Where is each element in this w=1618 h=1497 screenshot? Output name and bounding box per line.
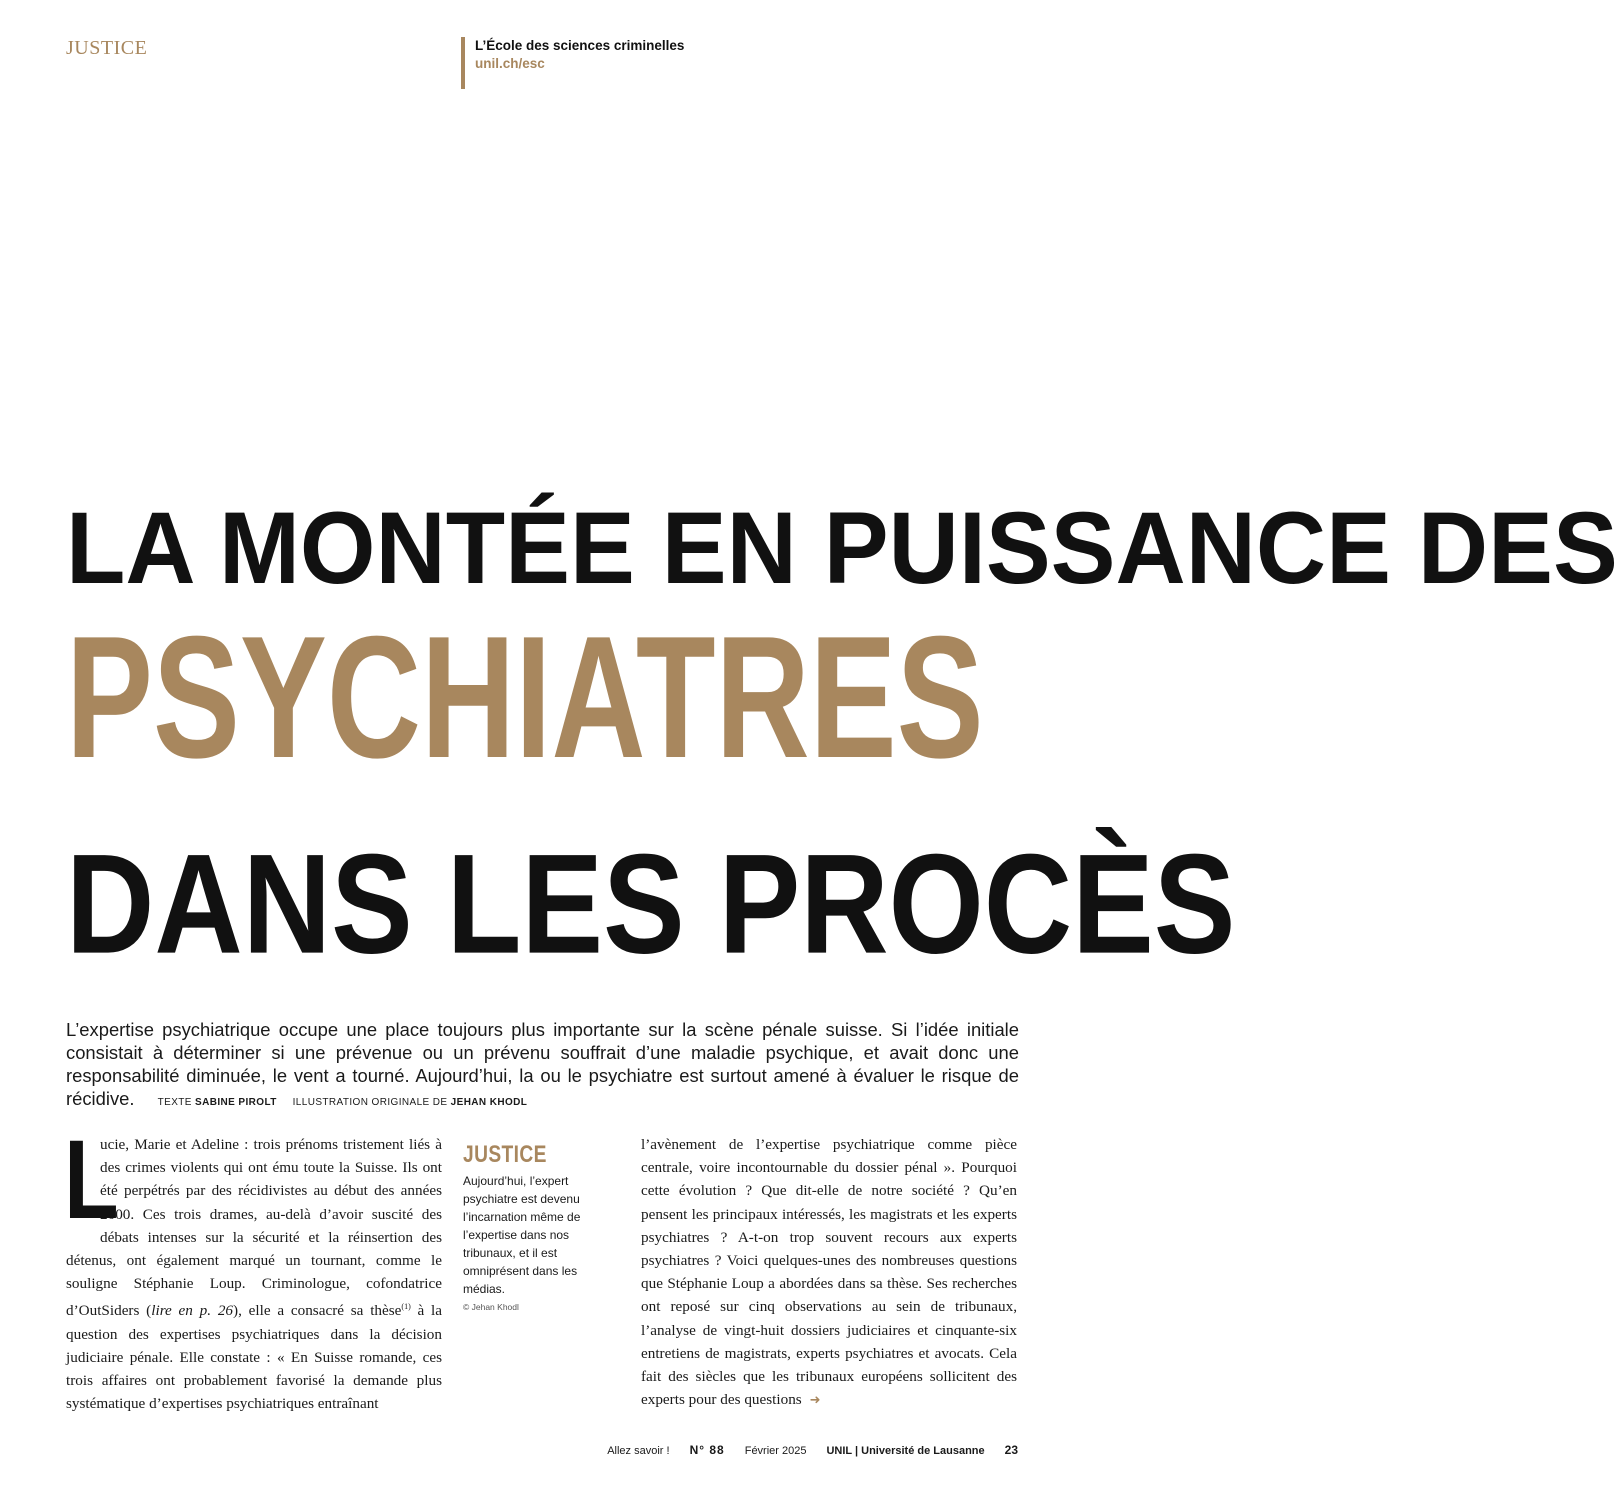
sidebar-title: JUSTICE bbox=[463, 1141, 547, 1168]
lead-paragraph bbox=[66, 1018, 1019, 1114]
footer-university: UNIL | Université de Lausanne bbox=[826, 1445, 985, 1457]
footer-issue: N° 88 bbox=[689, 1443, 725, 1457]
photo-credit: © Jehan Khodl bbox=[463, 1302, 519, 1312]
body-text-1c: à la question des expertises psychiatriques dans la décision judiciaire pénale. Elle constate : « En Suisse romande, ces trois affaires ont probablement favorisé la demande plus systématique d’expertises psychiatriques entraînant bbox=[66, 1302, 443, 1413]
byline-illustrator: JEHAN KHODL bbox=[450, 1097, 528, 1108]
sidebar-caption bbox=[463, 1140, 593, 1312]
body-text-2: l’avènement de l’expertise psychiatrique comme pièce centrale, voire incontournable du dossier pénal ». Pourquoi cette évolution ? Que dit-elle de notre société ? Qu’en pensent les principaux intéressés, les magistrats et les experts psychiatres ? A-t-on trop souvent recours aux experts psychiatres ? Voici quelques-unes des nombreuses questions que Stéphanie Loup a abordées dans sa thèse. Ses recherches ont reposé sur cinq observations au sein de tribunaux, l’analyse de vingt-huit dossiers judiciaires et cinquante-six entretiens de magistrats, experts psychiatres et avocats. Cela fait des siècles que les tribunaux européens sollicitent des experts pour des questions bbox=[641, 1136, 1017, 1409]
school-info bbox=[461, 37, 684, 89]
dropcap: L bbox=[64, 1117, 119, 1242]
page-number: 23 bbox=[1004, 1443, 1018, 1457]
section-tag: JUSTICE bbox=[66, 37, 148, 59]
page-reference: lire en p. 26 bbox=[151, 1302, 234, 1320]
arrow-right-icon: ➜ bbox=[805, 1393, 821, 1409]
body-column-1 bbox=[64, 1117, 443, 1416]
byline-author: SABINE PIROLT bbox=[195, 1097, 277, 1108]
headline-line-1: LA MONTÉE EN PUISSANCE DES bbox=[66, 491, 1618, 606]
byline-text-label: TEXTE bbox=[157, 1097, 192, 1108]
body-text-1a: ucie, Marie et Adeline : trois prénoms tristement liés à des crimes violents qui ont ému toute la Suisse. Ils ont été perpétrés par des récidivistes au début des années 2000. Ces trois drames, au-delà d’avoir suscité des débats intenses sur la sécurité et la réinsertion des détenus, ont également marqué un tournant, comme le souligne Stéphanie Loup. Criminologue, cofondatrice d’OutSiders ( bbox=[66, 1136, 442, 1320]
body-text-1b: ), elle a consacré sa thèse bbox=[233, 1302, 402, 1320]
headline-line-2: PSYCHIATRES bbox=[66, 601, 984, 795]
footnote-marker: (1) bbox=[401, 1302, 411, 1312]
body-text-1 bbox=[64, 1117, 443, 1413]
headline-line-3: DANS LES PROCÈS bbox=[66, 826, 1236, 984]
footer-magazine: Allez savoir ! bbox=[607, 1445, 670, 1457]
sidebar-text: Aujourd’hui, l’expert psychiatre est devenu l’incarnation même de l’expertise dans nos tribunaux, et il est omniprésent dans les médias. bbox=[463, 1174, 581, 1296]
byline bbox=[158, 1097, 528, 1108]
school-url-link[interactable]: unil.ch/esc bbox=[475, 56, 545, 71]
page-footer bbox=[607, 1443, 1018, 1461]
byline-illustration-label: ILLUSTRATION ORIGINALE DE bbox=[292, 1097, 448, 1108]
school-name: L’École des sciences criminelles bbox=[475, 38, 685, 53]
footer-date: Février 2025 bbox=[744, 1445, 807, 1457]
body-column-2 bbox=[641, 1133, 1017, 1412]
lead-text: L’expertise psychiatrique occupe une place toujours plus importante sur la scène pénale suisse. Si l’idée initiale consistait à déterminer si une prévenue ou un prévenu souffrait d’une maladie psychique, et avait donc une responsabilité diminuée, le vent a tourné. Aujourd’hui, la ou le psychiatre est surtout amené à évaluer le risque de récidive. bbox=[66, 1019, 1019, 1109]
